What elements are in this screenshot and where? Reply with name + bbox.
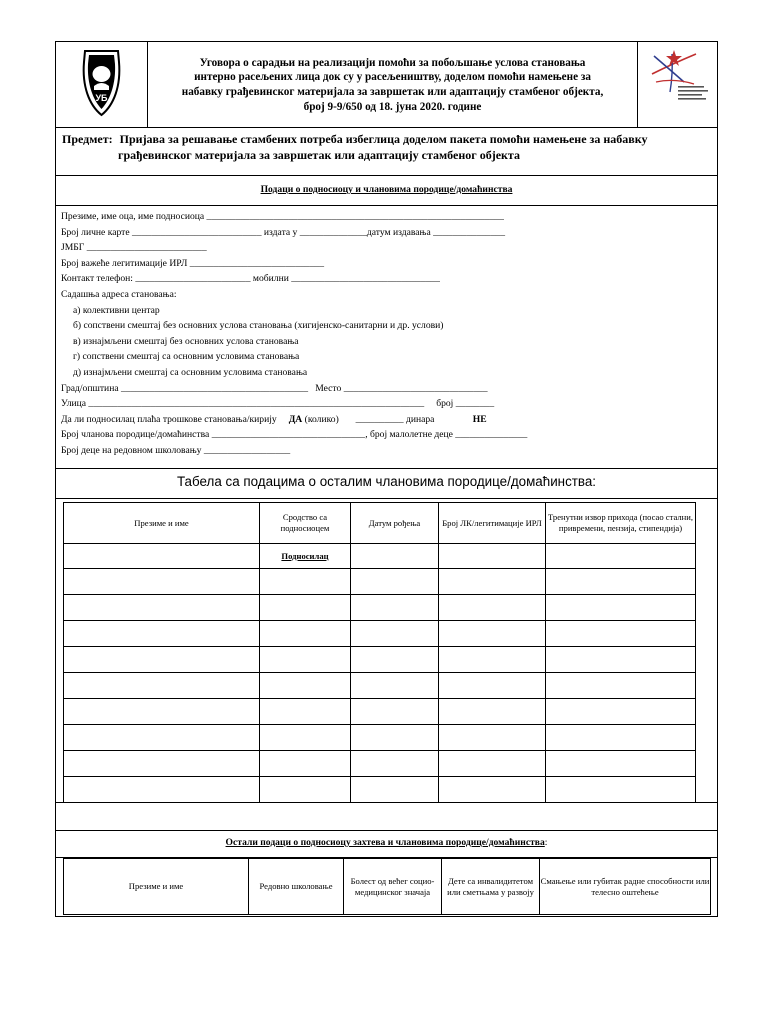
applicant-fields — [56, 206, 717, 469]
other-data-table — [63, 858, 711, 915]
field-household-members[interactable]: Број чланова породице/домаћинства ________________________________, број малолетне деце _______________ — [61, 429, 528, 441]
field-schoolchildren[interactable]: Број деце на редовном школовању __________________ — [61, 444, 291, 456]
other-col-schooling: Редовно школовање — [249, 859, 344, 915]
table-row — [64, 725, 696, 751]
family-table-title: Табела са подацима о осталим члановима породице/домаћинства: — [56, 469, 717, 499]
table-row — [64, 751, 696, 777]
field-applicant-name[interactable]: Презиме, име оца, име подносиоца ______________________________________________________________ — [61, 211, 504, 222]
header-title — [148, 42, 638, 128]
col-header-id-number: Број ЛК/легитимације ИРЛ — [439, 503, 546, 544]
other-col-work-ability: Смањење или губитак радне способности или телесно оштећење — [540, 859, 711, 915]
address-option-c[interactable]: в) изнајмљени смештај без основних услова становања — [73, 335, 299, 347]
other-col-disability-child: Дете са инвалидитетом или сметњама у развоју — [442, 859, 540, 915]
col-header-relation: Сродство са подносиоцем — [260, 503, 351, 544]
svg-text:УБ: УБ — [95, 93, 108, 103]
col-header-name: Презиме и име — [64, 503, 260, 544]
col-header-income: Тренутни извор прихода (посао стални, привремени, пензија, стипендија) — [546, 503, 696, 544]
section-other-title: Остали подаци о подносиоцу захтева и члановима породице/домаћинства — [225, 837, 545, 848]
section-other-heading: Остали подаци о подносиоцу захтева и члановима породице/домаћинства: — [56, 831, 717, 858]
table-row — [64, 621, 696, 647]
header-title-line: број 9-9/650 од 18. јуна 2020. године — [303, 100, 482, 113]
left-logo-cell — [56, 42, 148, 128]
col-header-birthdate: Датум рођења — [351, 503, 439, 544]
family-table-area — [56, 499, 717, 803]
field-pays-costs[interactable]: Да ли подносилац плаћа трошкове становања/кирију ДА (колико) __________ динара НЕ — [61, 413, 487, 425]
table-row — [64, 673, 696, 699]
form-header — [56, 42, 717, 128]
field-contact-phone[interactable]: Контакт телефон: ________________________ мобилни _______________________________ — [61, 273, 440, 285]
table-row — [64, 569, 696, 595]
blank-row — [56, 803, 717, 831]
current-address-label: Садашња адреса становања: — [61, 288, 177, 300]
crest-icon — [56, 42, 148, 128]
subject-block — [56, 128, 717, 176]
field-irl-card[interactable]: Број важеће легитимације ИРЛ ____________________________ — [61, 257, 325, 269]
section-applicant-heading — [56, 176, 717, 206]
form-frame — [55, 41, 718, 917]
commissariat-logo-icon — [638, 42, 717, 128]
applicant-relation-cell: Подносилац — [260, 544, 351, 569]
field-city-place[interactable]: Град/општина _______________________________________ Место ______________________________ — [61, 382, 488, 394]
table-row — [64, 647, 696, 673]
field-jmbg[interactable]: ЈМБГ _________________________ — [61, 242, 207, 254]
address-option-a[interactable]: а) колективни центар — [73, 304, 160, 316]
table-row — [64, 699, 696, 725]
family-table — [63, 502, 696, 803]
field-street-number[interactable]: Улица ______________________________________________________________________ број ________ — [61, 398, 495, 410]
other-col-name: Презиме и име — [64, 859, 249, 915]
section-applicant-title: Подаци о подносиоцу и члановима породице/домаћинства — [260, 184, 513, 195]
subject-line-2: грађевинског материјала за завршетак или адаптацију стамбеног објекта — [118, 148, 520, 162]
other-table-header — [64, 859, 711, 915]
header-title-line: набавку грађевинског материјала за завршетак или адаптацију стамбеног објекта, — [181, 86, 604, 98]
family-table-header — [64, 503, 696, 544]
table-row — [64, 544, 696, 569]
table-row — [64, 595, 696, 621]
address-option-e[interactable]: д) изнајмљени смештај са основним условима становања — [73, 366, 308, 378]
header-title-line: интерно расељених лица док су у расељеништву, доделом помоћи намењене за — [194, 71, 591, 84]
address-option-d[interactable]: г) сопствени смештај са основним условима становања — [73, 351, 300, 363]
table-row — [64, 777, 696, 803]
field-id-card[interactable]: Број личне карте ___________________________ издата у ______________датум издавања _______________ — [61, 226, 506, 238]
address-option-b[interactable]: б) сопствени смештај без основних услова становања (хигијенско-санитарни и др. услови) — [73, 320, 444, 332]
right-logo-cell — [638, 42, 717, 128]
subject-label: Предмет: — [62, 132, 113, 146]
other-col-illness: Болест од већег социо-медицинског значаја — [344, 859, 442, 915]
header-title-line: Уговора о сарадњи на реализацији помоћи за побољшање услова становања — [199, 56, 586, 69]
subject-line-1: Пријава за решавање стамбених потреба избеглица доделом пакета помоћи намењене за набавку — [119, 132, 648, 146]
